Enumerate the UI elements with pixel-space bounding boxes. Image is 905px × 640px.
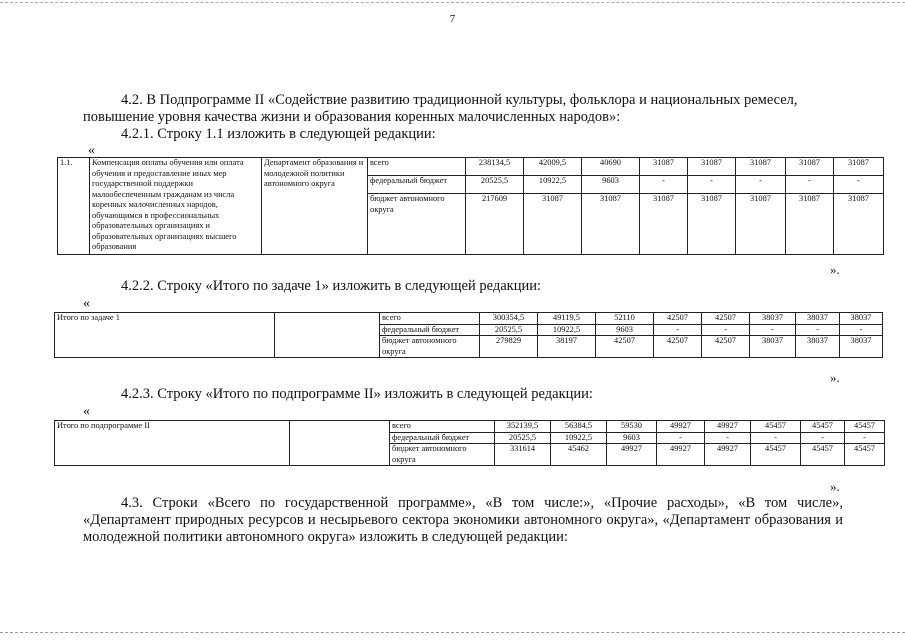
section-4-2-2-text: 4.2.2. Строку «Итого по задаче 1» изложить в следующей редакции: [121, 278, 542, 294]
value-cell: 38197 [538, 336, 596, 358]
value-cell: 331614 [495, 444, 551, 466]
value-cell: 49927 [657, 444, 705, 466]
value-cell: 10922,5 [524, 176, 582, 194]
scan-bottom-edge [0, 632, 905, 634]
value-cell: 217609 [466, 194, 524, 255]
funding-source: федеральный бюджет [390, 432, 495, 444]
value-cell: 38037 [840, 336, 883, 358]
value-cell: 279829 [480, 336, 538, 358]
value-cell: 49927 [607, 444, 657, 466]
value-cell: 49119,5 [538, 313, 596, 325]
value-cell: 38037 [750, 336, 796, 358]
total-name: Итого по подпрограмме II [55, 421, 290, 466]
value-cell: 9603 [596, 324, 654, 336]
value-cell: 352139,5 [495, 421, 551, 433]
value-cell: 238134,5 [466, 158, 524, 176]
close-quote-1: ». [830, 262, 840, 277]
value-cell: 45457 [801, 421, 845, 433]
table-total-task-1 [54, 312, 883, 358]
funding-source: всего [368, 158, 466, 176]
funding-source: бюджет автономного округа [368, 194, 466, 255]
value-cell: - [796, 324, 840, 336]
value-cell: 45462 [551, 444, 607, 466]
value-cell: 42507 [654, 313, 702, 325]
value-cell: 42507 [654, 336, 702, 358]
measure-name: Компенсация оплаты обучения или оплата обучения и предоставление иных мер государственной поддержки малообеспеченным гражданам из числа коренных малочисленных народов, обучающимся в профессиональных образовательных организациях и образовательных организациях высшего образования [90, 158, 262, 255]
value-cell: 45457 [801, 444, 845, 466]
funding-source: бюджет автономного округа [380, 336, 480, 358]
value-cell: 31087 [786, 158, 834, 176]
table-row [58, 158, 884, 176]
value-cell: 49927 [705, 421, 751, 433]
value-cell: 10922,5 [551, 432, 607, 444]
value-cell: 31087 [736, 158, 786, 176]
value-cell: - [654, 324, 702, 336]
value-cell: 45457 [751, 421, 801, 433]
funding-source: бюджет автономного округа [390, 444, 495, 466]
value-cell: 31087 [524, 194, 582, 255]
value-cell: 10922,5 [538, 324, 596, 336]
value-cell: 38037 [796, 313, 840, 325]
value-cell: - [688, 176, 736, 194]
value-cell: 31087 [640, 158, 688, 176]
value-cell: 52110 [596, 313, 654, 325]
value-cell: - [786, 176, 834, 194]
value-cell: 9603 [582, 176, 640, 194]
value-cell: - [736, 176, 786, 194]
value-cell: 38037 [796, 336, 840, 358]
value-cell: 31087 [688, 158, 736, 176]
open-quote-1: « [88, 143, 95, 158]
close-quote-2: ». [830, 370, 840, 385]
empty-cell [290, 421, 390, 466]
funding-source: всего [390, 421, 495, 433]
table-total-subprogram-2 [54, 420, 885, 466]
section-4-3-text: 4.3. Строки «Всего по государственной программе», «В том числе:», «Прочие расходы», «В том числе», «Департамент природных ресурсов и несырьевого сектора экономики автономного округа», «Департамент образования и молодежной политики автономного округа» изложить в следующей редакции: [83, 495, 843, 545]
section-4-2-text: 4.2. В Подпрограмме II «Содействие развитию традиционной культуры, фольклора и национальных ремесел, повышение уровня качества жизни и образования коренных малочисленных народов»: [83, 92, 798, 125]
value-cell: 31087 [786, 194, 834, 255]
value-cell: - [845, 432, 885, 444]
empty-cell [275, 313, 380, 358]
close-quote-3: ». [830, 479, 840, 494]
funding-source: федеральный бюджет [380, 324, 480, 336]
value-cell: 20525,5 [480, 324, 538, 336]
value-cell: 31087 [834, 158, 884, 176]
value-cell: 56384,5 [551, 421, 607, 433]
value-cell: - [751, 432, 801, 444]
value-cell: - [750, 324, 796, 336]
table-row [55, 421, 885, 433]
value-cell: 31087 [834, 194, 884, 255]
table-row-1-1 [57, 157, 884, 255]
value-cell: 42009,5 [524, 158, 582, 176]
total-name: Итого по задаче 1 [55, 313, 275, 358]
funding-source: федеральный бюджет [368, 176, 466, 194]
section-4-2-3-text: 4.2.3. Строку «Итого по подпрограмме II» изложить в следующей редакции: [121, 386, 593, 402]
value-cell: 40690 [582, 158, 640, 176]
value-cell: - [705, 432, 751, 444]
section-4-2-1-text: 4.2.1. Строку 1.1 изложить в следующей редакции: [121, 126, 436, 142]
value-cell: 42507 [596, 336, 654, 358]
value-cell: - [640, 176, 688, 194]
open-quote-3: « [83, 404, 90, 419]
value-cell: 31087 [736, 194, 786, 255]
value-cell: 31087 [582, 194, 640, 255]
value-cell: 38037 [840, 313, 883, 325]
page-number: 7 [449, 13, 456, 25]
value-cell: 42507 [702, 336, 750, 358]
row-number: 1.1. [58, 158, 90, 255]
funding-source: всего [380, 313, 480, 325]
value-cell: 45457 [845, 444, 885, 466]
table-row [55, 313, 883, 325]
value-cell: 59530 [607, 421, 657, 433]
value-cell: 20525,5 [466, 176, 524, 194]
open-quote-2: « [83, 296, 90, 311]
value-cell: 38037 [750, 313, 796, 325]
scan-top-edge [0, 0, 905, 3]
value-cell: - [834, 176, 884, 194]
value-cell: 49927 [657, 421, 705, 433]
value-cell: 49927 [705, 444, 751, 466]
value-cell: 9603 [607, 432, 657, 444]
value-cell: - [702, 324, 750, 336]
value-cell: 45457 [751, 444, 801, 466]
executor-name: Департамент образования и молодежной политики автономного округа [262, 158, 368, 255]
value-cell: - [801, 432, 845, 444]
value-cell: - [657, 432, 705, 444]
value-cell: 31087 [640, 194, 688, 255]
value-cell: 31087 [688, 194, 736, 255]
value-cell: 42507 [702, 313, 750, 325]
value-cell: - [840, 324, 883, 336]
value-cell: 300354,5 [480, 313, 538, 325]
value-cell: 45457 [845, 421, 885, 433]
value-cell: 20525,5 [495, 432, 551, 444]
